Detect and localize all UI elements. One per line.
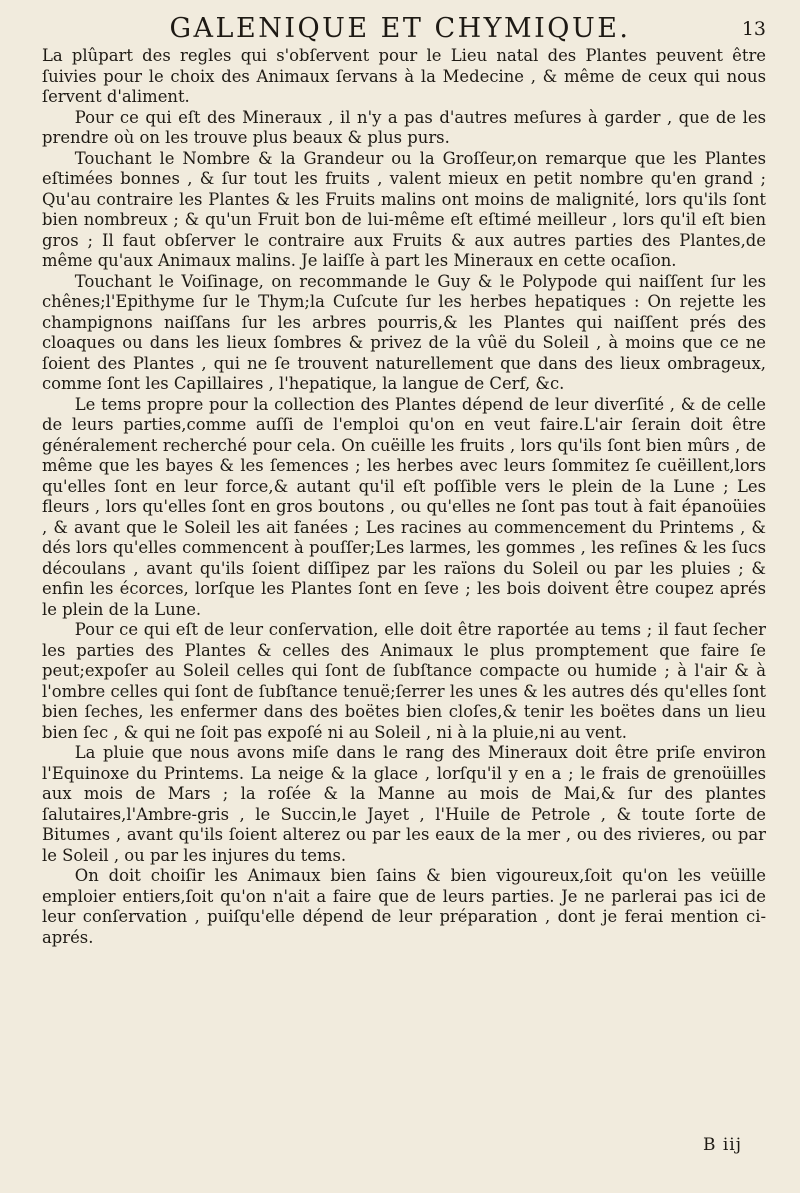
paragraph-animal-choice: On doit choiſir les Animaux bien ſains & bien vigoureux,ſoit qu'on les veüille emploier entiers,ſoit qu'on n'ait a faire que de leurs parties. Je ne parlerai pas ici de leur conſervation , puiſqu'elle dépend de leur préparation , dont je ferai mention ci-aprés. (42, 866, 766, 947)
running-title: GALENIQUE ET CHYMIQUE. (169, 13, 631, 44)
page-number: 13 (741, 18, 766, 40)
paragraph-vicinity: Touchant le Voiſinage, on recommande le Guy & le Polypode qui naiſſent ſur les chênes;l'Epithyme ſur le Thym;la Cuſcute ſur les herbes hepatiques : On rejette les champignons naiſſans ſur les arbres pourris,& les Plantes qui naiſſent prés des cloaques ou dans les lieux ſombres & privez de la vûë du Soleil , à moins que ce ne ſoient des Plantes , qui ne ſe trouvent naturellement que dans des lieux ombrageux, comme ſont les Capillaires , l'hepatique, la langue de Cerf, &c. (42, 271, 766, 393)
page-header (0, 12, 800, 46)
paragraph-number-size: Touchant le Nombre & la Grandeur ou la Groſſeur,on remarque que les Plantes eſtimées bonnes , & ſur tout les fruits , valent mieux en petit nombre qu'en grand ; Qu'au contraire les Plantes & les Fruits malins ont moins de malignité, lors qu'ils ſont bien nombreux ; & qu'un Fruit bon de lui-même eſt eſtimé meilleur , lors qu'il eſt bien gros ; Il faut obſerver le contraire aux Fruits & aux autres parties des Plantes,de même qu'aux Animaux malins. Je laiſſe à part les Mineraux en cette ocaſion. (42, 148, 766, 270)
paragraph-collection-time: Le tems propre pour la collection des Plantes dépend de leur diverſité , & de celle de leurs parties,comme auſſi de l'emploi qu'on en veut faire.L'air ſerain doit être généralement recherché pour cela. On cuëille les fruits , lors qu'ils ſont bien mûrs , de même que les bayes & les ſemences ; les herbes avec leurs ſommitez ſe cuëillent,lors qu'elles ſont en leur force,& autant qu'il eſt poſſible vers le plein de la Lune ; Les fleurs , lors qu'elles ſont en gros boutons , ou qu'elles ne ſont pas tout à fait épanoüies , & avant que le Soleil les ait fanées ; Les racines au commencement du Printems , & dés lors qu'elles commencent à pouſſer;Les larmes, les gommes , les reſines & les ſucs découlans , avant qu'ils ſoient diſſipez par les raïons du Soleil ou par les pluies ; & enfin les écorces, lorſque les Plantes ſont en ſeve ; les bois doivent être coupez aprés le plein de la Lune. (42, 394, 766, 619)
paragraph-conservation: Pour ce qui eſt de leur conſervation, elle doit être raportée au tems ; il faut ſecher les parties des Plantes & celles des Animaux le plus promptement que faire ſe peut;expoſer au Soleil celles qui ſont de ſubſtance compacte ou humide ; à l'air & à l'ombre celles qui ſont de ſubſtance tenuë;ſerrer les unes & les autres dés qu'elles ſont bien ſeches, les enfermer dans des boëtes bien cloſes,& tenir les boëtes dans un lieu bien ſec , & qui ne ſoit pas expoſé ni au Soleil , ni à la pluie,ni au vent. (42, 620, 766, 742)
paragraph-rain: La pluie que nous avons miſe dans le rang des Mineraux doit être priſe environ l'Equinoxe du Printems. La neige & la glace , lorſqu'il y en a ; le frais de grenoüilles aux mois de Mars ; la roſée & la Manne au mois de Mai,& ſur des plantes ſalutaires,l'Ambre-gris , le Succin,le Jayet , l'Huile de Petrole , & toute ſorte de Bitumes , avant qu'ils ſoient alterez ou par les eaux de la mer , ou des rivieres, ou par le Soleil , ou par les injures du tems. (42, 743, 766, 865)
paragraph-animals: La plûpart des regles qui s'obſervent pour le Lieu natal des Plantes peuvent être ſuivies pour le choix des Animaux ſervans à la Medecine , & même de ceux qui nous ſervent d'aliment. (42, 46, 766, 106)
signature-mark: B iij (702, 1135, 742, 1155)
paragraph-minerals: Pour ce qui eſt des Mineraux , il n'y a pas d'autres meſures à garder , que de les prendre où on les trouve plus beaux & plus purs. (42, 107, 766, 147)
body-text (42, 46, 766, 948)
